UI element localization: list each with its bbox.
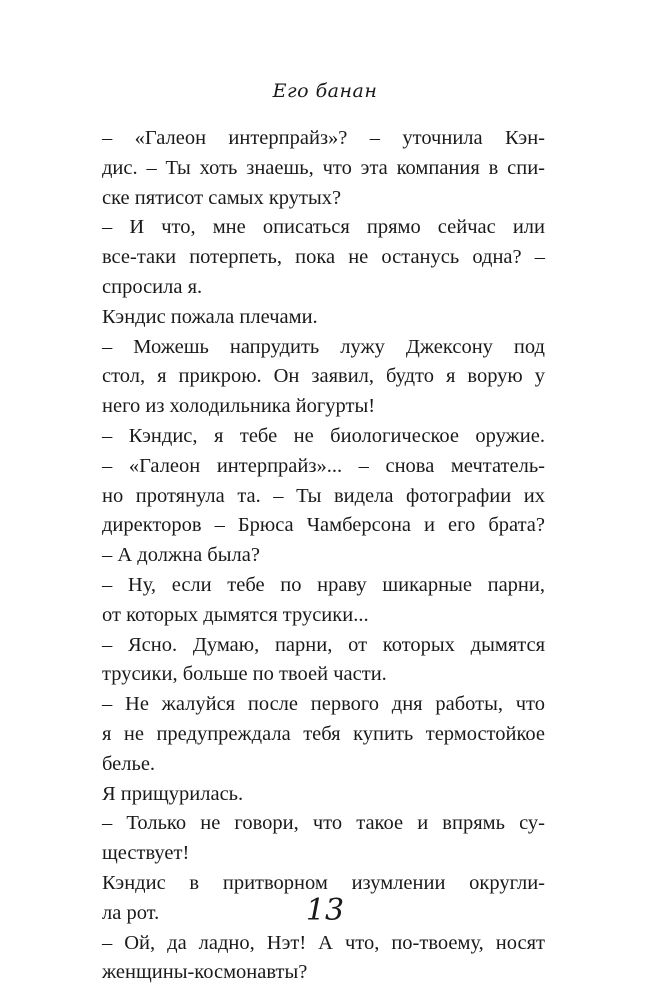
text-line: спросила я. <box>102 275 203 298</box>
text-line: – И что, мне описаться прямо сейчас или <box>102 216 545 239</box>
text-line: – Ну, если тебе по нраву шикарные парни, <box>102 573 545 596</box>
text-line: – Кэндис, я тебе не биологическое оружие. <box>102 424 545 447</box>
text-line: я не предупреждала тебя купить термостойкое <box>102 722 545 745</box>
text-line: женщины-космонавты? <box>102 961 308 984</box>
text-line: Кэндис в притворном изумлении округли- <box>102 871 545 894</box>
text-line: – «Галеон интерпрайз»? – уточнила Кэн- <box>102 127 545 149</box>
text-line: дис. – Ты хоть знаешь, что эта компания в спи- <box>102 156 545 179</box>
text-line: – Ой, да ладно, Нэт! А что, по-твоему, носят <box>102 931 545 954</box>
text-line: ла рот. <box>102 901 160 924</box>
text-line: трусики, больше по твоей части. <box>102 663 387 686</box>
text-line: – Можешь напрудить лужу Джексону под <box>102 335 545 358</box>
text-line: Кэндис пожала плечами. <box>102 305 318 328</box>
text-line: все-таки потерпеть, пока не останусь одна? – <box>102 246 545 269</box>
running-head: Его банан <box>272 80 378 102</box>
text-line: – Только не говори, что такое и впрямь су- <box>102 812 545 835</box>
text-line: стол, я прикрою. Он заявил, будто я ворую у <box>102 365 545 388</box>
text-line: – А должна была? <box>102 544 260 567</box>
text-line: ске пятисот самых крутых? <box>102 186 342 209</box>
text-line: директоров – Брюса Чамберсона и его брата? <box>102 514 545 537</box>
text-line: от которых дымятся трусики... <box>102 603 369 626</box>
text-line: – «Галеон интерпрайз»... – снова мечтатель- <box>102 454 545 477</box>
text-line: но протянула та. – Ты видела фотографии их <box>102 484 545 507</box>
text-line: ществует! <box>102 842 190 865</box>
page-number: 13 <box>305 893 345 928</box>
text-line: – Ясно. Думаю, парни, от которых дымятся <box>102 633 545 656</box>
text-line: него из холодильника йогурты! <box>102 395 376 418</box>
text-line: Я прищурилась. <box>102 782 244 805</box>
text-line: белье. <box>102 752 156 775</box>
body-text <box>102 124 545 988</box>
text-line: – Не жалуйся после первого дня работы, что <box>102 693 545 716</box>
